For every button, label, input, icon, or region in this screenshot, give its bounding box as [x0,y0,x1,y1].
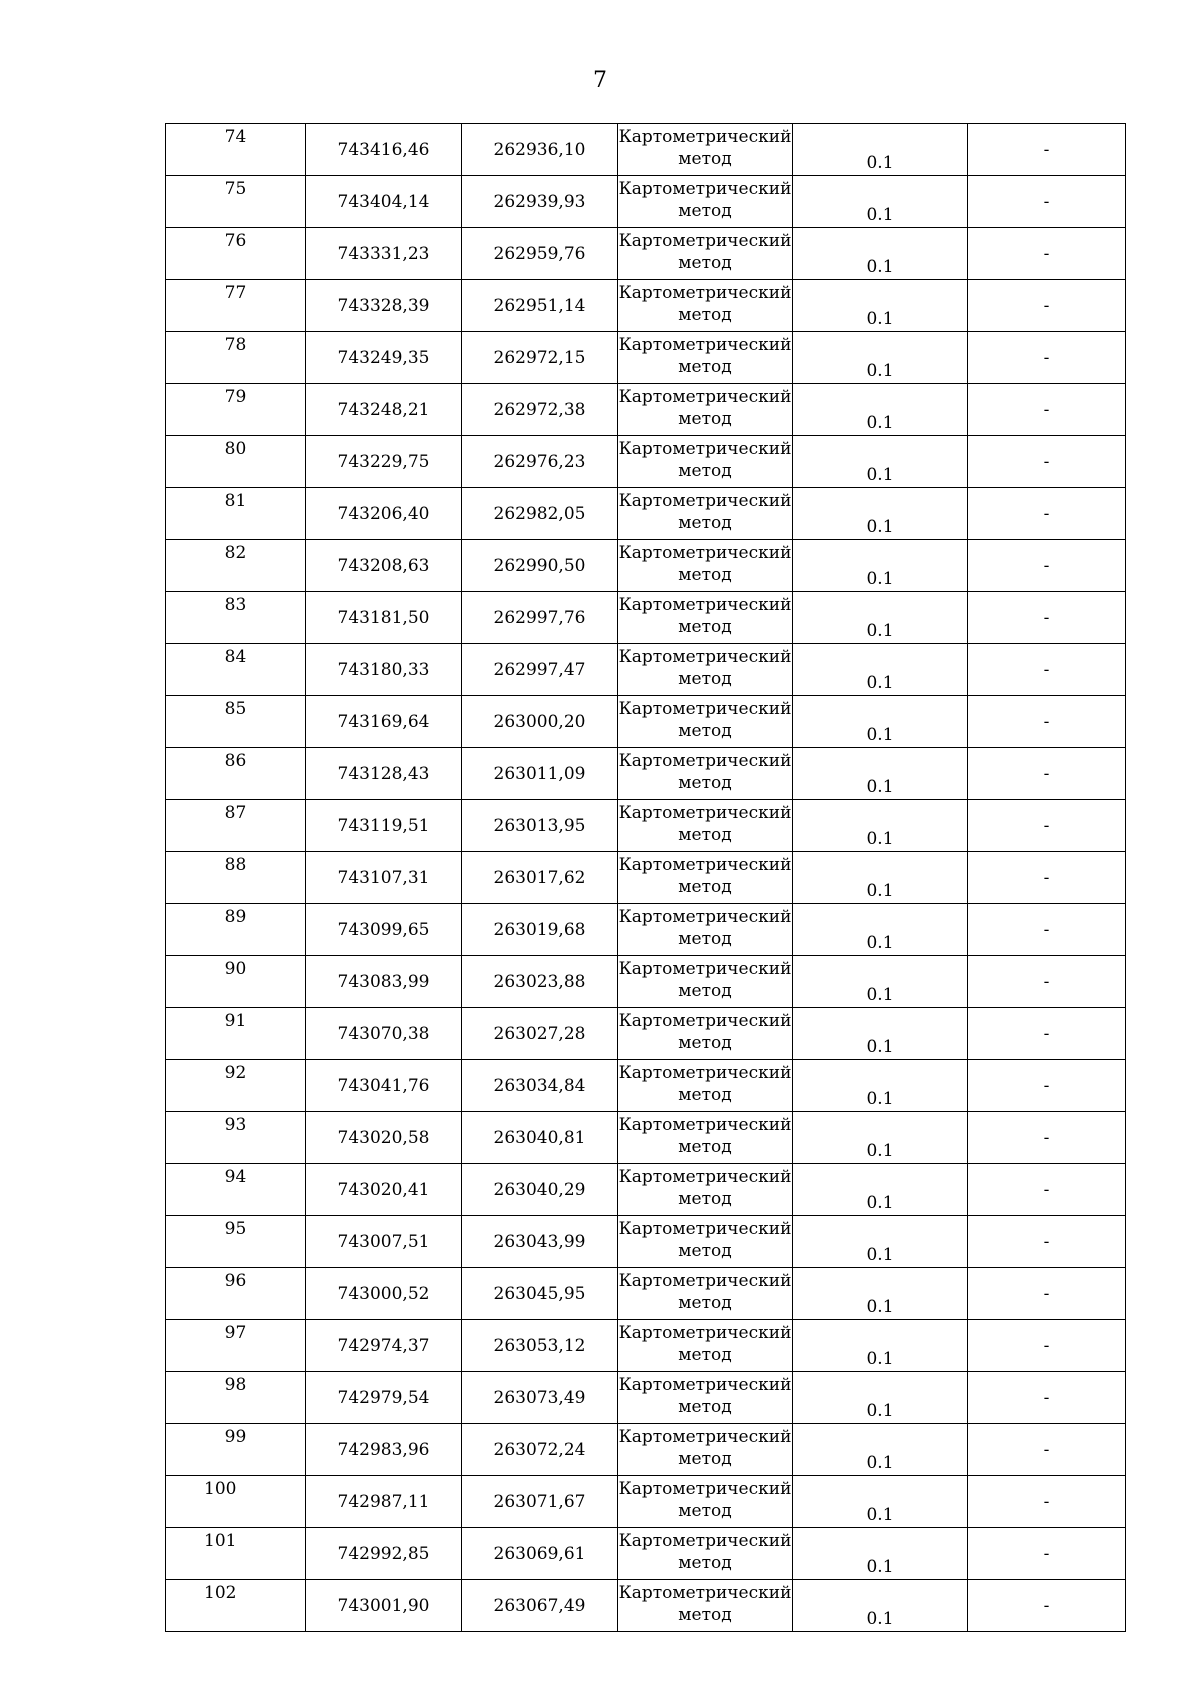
method-cell [618,1476,793,1528]
page-number: 7 [593,68,607,93]
method-line-2: метод [678,1449,732,1469]
method-cell [618,332,793,384]
table-row [166,384,1126,436]
method-line-2: метод [678,1293,732,1313]
y-coordinate-cell: 263000,20 [462,696,618,748]
method-line-1: Картометрический [618,699,792,719]
point-number-cell: 98 [166,1372,306,1424]
y-coordinate-cell: 263072,24 [462,1424,618,1476]
method-line-2: метод [678,1501,732,1521]
y-coordinate-cell: 263071,67 [462,1476,618,1528]
note-cell: - [968,1320,1126,1372]
method-line-1: Картометрический [618,179,792,199]
table-row [166,904,1126,956]
method-line-1: Картометрический [618,855,792,875]
accuracy-cell: 0.1 [793,228,968,280]
table-row [166,1216,1126,1268]
method-line-2: метод [678,305,732,325]
method-line-1: Картометрический [618,335,792,355]
note-cell: - [968,1216,1126,1268]
method-line-1: Картометрический [618,647,792,667]
method-line-1: Картометрический [618,959,792,979]
note-cell: - [968,1268,1126,1320]
x-coordinate-cell: 743020,58 [306,1112,462,1164]
method-cell [618,488,793,540]
note-cell: - [968,488,1126,540]
note-cell: - [968,644,1126,696]
accuracy-cell: 0.1 [793,1476,968,1528]
x-coordinate-cell: 743206,40 [306,488,462,540]
method-line-2: метод [678,1137,732,1157]
note-cell: - [968,904,1126,956]
note-cell: - [968,1372,1126,1424]
table-body [166,124,1126,1632]
method-line-1: Картометрический [618,231,792,251]
accuracy-cell: 0.1 [793,384,968,436]
x-coordinate-cell: 743208,63 [306,540,462,592]
x-coordinate-cell: 742979,54 [306,1372,462,1424]
x-coordinate-cell: 743248,21 [306,384,462,436]
x-coordinate-cell: 742987,11 [306,1476,462,1528]
note-cell: - [968,696,1126,748]
point-number-cell: 100 [166,1476,306,1528]
method-line-2: метод [678,565,732,585]
y-coordinate-cell: 263053,12 [462,1320,618,1372]
method-line-1: Картометрический [618,1063,792,1083]
table-row [166,1476,1126,1528]
point-number-cell: 81 [166,488,306,540]
method-line-2: метод [678,1605,732,1625]
method-line-1: Картометрический [618,387,792,407]
note-cell: - [968,124,1126,176]
table-row [166,228,1126,280]
x-coordinate-cell: 742983,96 [306,1424,462,1476]
method-cell [618,384,793,436]
point-number-cell: 96 [166,1268,306,1320]
method-cell [618,1372,793,1424]
point-number-cell: 93 [166,1112,306,1164]
method-line-1: Картометрический [618,543,792,563]
method-line-1: Картометрический [618,1271,792,1291]
point-number-cell: 101 [166,1528,306,1580]
table-row [166,1424,1126,1476]
y-coordinate-cell: 262939,93 [462,176,618,228]
accuracy-cell: 0.1 [793,332,968,384]
accuracy-cell: 0.1 [793,592,968,644]
accuracy-cell: 0.1 [793,540,968,592]
accuracy-cell: 0.1 [793,1164,968,1216]
method-line-1: Картометрический [618,803,792,823]
method-line-2: метод [678,877,732,897]
accuracy-cell: 0.1 [793,904,968,956]
method-line-2: метод [678,1033,732,1053]
note-cell: - [968,1476,1126,1528]
method-cell [618,748,793,800]
table-row [166,1580,1126,1632]
method-line-1: Картометрический [618,1219,792,1239]
y-coordinate-cell: 262936,10 [462,124,618,176]
accuracy-cell: 0.1 [793,956,968,1008]
table-row [166,176,1126,228]
y-coordinate-cell: 263073,49 [462,1372,618,1424]
x-coordinate-cell: 742974,37 [306,1320,462,1372]
note-cell: - [968,1164,1126,1216]
method-line-1: Картометрический [618,1115,792,1135]
table-row [166,1008,1126,1060]
method-cell [618,124,793,176]
point-number-cell: 87 [166,800,306,852]
table-row [166,696,1126,748]
table-row [166,332,1126,384]
method-cell [618,176,793,228]
point-number-cell: 83 [166,592,306,644]
x-coordinate-cell: 743180,33 [306,644,462,696]
method-line-2: метод [678,825,732,845]
method-line-1: Картометрический [618,1427,792,1447]
method-line-1: Картометрический [618,1479,792,1499]
accuracy-cell: 0.1 [793,748,968,800]
method-line-1: Картометрический [618,1375,792,1395]
method-cell [618,852,793,904]
y-coordinate-cell: 262972,38 [462,384,618,436]
point-number-cell: 76 [166,228,306,280]
table-row [166,1320,1126,1372]
method-line-1: Картометрический [618,491,792,511]
y-coordinate-cell: 262976,23 [462,436,618,488]
x-coordinate-cell: 743328,39 [306,280,462,332]
y-coordinate-cell: 262951,14 [462,280,618,332]
note-cell: - [968,540,1126,592]
method-cell [618,436,793,488]
y-coordinate-cell: 262997,76 [462,592,618,644]
table-row [166,1528,1126,1580]
y-coordinate-cell: 263027,28 [462,1008,618,1060]
y-coordinate-cell: 262959,76 [462,228,618,280]
accuracy-cell: 0.1 [793,1060,968,1112]
table-row [166,280,1126,332]
method-cell [618,1112,793,1164]
x-coordinate-cell: 743107,31 [306,852,462,904]
note-cell: - [968,956,1126,1008]
x-coordinate-cell: 743404,14 [306,176,462,228]
note-cell: - [968,748,1126,800]
accuracy-cell: 0.1 [793,1424,968,1476]
method-line-2: метод [678,1553,732,1573]
accuracy-cell: 0.1 [793,1580,968,1632]
table-row [166,748,1126,800]
note-cell: - [968,436,1126,488]
x-coordinate-cell: 743000,52 [306,1268,462,1320]
y-coordinate-cell: 263067,49 [462,1580,618,1632]
y-coordinate-cell: 263017,62 [462,852,618,904]
note-cell: - [968,176,1126,228]
accuracy-cell: 0.1 [793,1528,968,1580]
method-line-1: Картометрический [618,751,792,771]
method-cell [618,280,793,332]
method-cell [618,904,793,956]
method-line-1: Картометрический [618,595,792,615]
x-coordinate-cell: 743229,75 [306,436,462,488]
point-number-cell: 74 [166,124,306,176]
method-line-2: метод [678,929,732,949]
x-coordinate-cell: 743331,23 [306,228,462,280]
x-coordinate-cell: 743070,38 [306,1008,462,1060]
point-number-cell: 90 [166,956,306,1008]
method-line-1: Картометрический [618,907,792,927]
point-number-cell: 99 [166,1424,306,1476]
y-coordinate-cell: 263069,61 [462,1528,618,1580]
method-line-1: Картометрический [618,1167,792,1187]
x-coordinate-cell: 743249,35 [306,332,462,384]
point-number-cell: 85 [166,696,306,748]
y-coordinate-cell: 263043,99 [462,1216,618,1268]
x-coordinate-cell: 743181,50 [306,592,462,644]
x-coordinate-cell: 743099,65 [306,904,462,956]
coordinates-table [165,123,1126,1632]
method-line-2: метод [678,1085,732,1105]
method-line-2: метод [678,773,732,793]
method-line-2: метод [678,1397,732,1417]
y-coordinate-cell: 263011,09 [462,748,618,800]
x-coordinate-cell: 743041,76 [306,1060,462,1112]
y-coordinate-cell: 263040,29 [462,1164,618,1216]
y-coordinate-cell: 262982,05 [462,488,618,540]
table-row [166,1164,1126,1216]
method-cell [618,540,793,592]
accuracy-cell: 0.1 [793,800,968,852]
point-number-cell: 78 [166,332,306,384]
point-number-cell: 84 [166,644,306,696]
method-cell [618,1060,793,1112]
method-line-1: Картометрический [618,1531,792,1551]
method-cell [618,1320,793,1372]
method-line-2: метод [678,409,732,429]
method-cell [618,696,793,748]
point-number-cell: 82 [166,540,306,592]
y-coordinate-cell: 263013,95 [462,800,618,852]
table-row [166,1372,1126,1424]
table-row [166,1268,1126,1320]
accuracy-cell: 0.1 [793,176,968,228]
accuracy-cell: 0.1 [793,1008,968,1060]
method-line-1: Картометрический [618,127,792,147]
point-number-cell: 102 [166,1580,306,1632]
accuracy-cell: 0.1 [793,436,968,488]
accuracy-cell: 0.1 [793,280,968,332]
accuracy-cell: 0.1 [793,124,968,176]
point-number-cell: 92 [166,1060,306,1112]
table-row [166,800,1126,852]
method-line-2: метод [678,721,732,741]
point-number-cell: 86 [166,748,306,800]
y-coordinate-cell: 262997,47 [462,644,618,696]
method-cell [618,592,793,644]
method-cell [618,956,793,1008]
note-cell: - [968,228,1126,280]
x-coordinate-cell: 743020,41 [306,1164,462,1216]
note-cell: - [968,852,1126,904]
method-cell [618,228,793,280]
point-number-cell: 80 [166,436,306,488]
method-line-2: метод [678,357,732,377]
method-line-2: метод [678,1189,732,1209]
method-cell [618,1008,793,1060]
y-coordinate-cell: 263023,88 [462,956,618,1008]
method-line-2: метод [678,1241,732,1261]
table-row [166,644,1126,696]
accuracy-cell: 0.1 [793,852,968,904]
point-number-cell: 75 [166,176,306,228]
accuracy-cell: 0.1 [793,696,968,748]
accuracy-cell: 0.1 [793,644,968,696]
accuracy-cell: 0.1 [793,488,968,540]
method-line-2: метод [678,513,732,533]
table-row [166,852,1126,904]
method-cell [618,644,793,696]
x-coordinate-cell: 743007,51 [306,1216,462,1268]
table-row [166,488,1126,540]
method-line-2: метод [678,669,732,689]
method-cell [618,1424,793,1476]
point-number-cell: 97 [166,1320,306,1372]
method-line-1: Картометрический [618,1011,792,1031]
note-cell: - [968,800,1126,852]
y-coordinate-cell: 263034,84 [462,1060,618,1112]
note-cell: - [968,1060,1126,1112]
method-line-1: Картометрический [618,1583,792,1603]
table-row [166,956,1126,1008]
accuracy-cell: 0.1 [793,1268,968,1320]
x-coordinate-cell: 743119,51 [306,800,462,852]
note-cell: - [968,1528,1126,1580]
y-coordinate-cell: 263040,81 [462,1112,618,1164]
accuracy-cell: 0.1 [793,1320,968,1372]
table-row [166,1060,1126,1112]
table-row [166,124,1126,176]
point-number-cell: 77 [166,280,306,332]
x-coordinate-cell: 742992,85 [306,1528,462,1580]
method-line-1: Картометрический [618,439,792,459]
y-coordinate-cell: 262990,50 [462,540,618,592]
point-number-cell: 91 [166,1008,306,1060]
y-coordinate-cell: 263019,68 [462,904,618,956]
note-cell: - [968,592,1126,644]
note-cell: - [968,384,1126,436]
point-number-cell: 95 [166,1216,306,1268]
x-coordinate-cell: 743001,90 [306,1580,462,1632]
point-number-cell: 88 [166,852,306,904]
y-coordinate-cell: 263045,95 [462,1268,618,1320]
x-coordinate-cell: 743083,99 [306,956,462,1008]
table-row [166,540,1126,592]
note-cell: - [968,280,1126,332]
method-cell [618,1528,793,1580]
note-cell: - [968,1008,1126,1060]
note-cell: - [968,1424,1126,1476]
table-row [166,592,1126,644]
point-number-cell: 79 [166,384,306,436]
note-cell: - [968,1580,1126,1632]
method-cell [618,1216,793,1268]
method-line-1: Картометрический [618,1323,792,1343]
note-cell: - [968,1112,1126,1164]
method-line-2: метод [678,617,732,637]
method-cell [618,1268,793,1320]
x-coordinate-cell: 743169,64 [306,696,462,748]
method-line-2: метод [678,981,732,1001]
point-number-cell: 94 [166,1164,306,1216]
method-line-2: метод [678,1345,732,1365]
accuracy-cell: 0.1 [793,1372,968,1424]
point-number-cell: 89 [166,904,306,956]
y-coordinate-cell: 262972,15 [462,332,618,384]
method-cell [618,1580,793,1632]
table-row [166,436,1126,488]
method-line-2: метод [678,253,732,273]
note-cell: - [968,332,1126,384]
x-coordinate-cell: 743416,46 [306,124,462,176]
method-line-1: Картометрический [618,283,792,303]
method-cell [618,1164,793,1216]
x-coordinate-cell: 743128,43 [306,748,462,800]
method-cell [618,800,793,852]
method-line-2: метод [678,201,732,221]
method-line-2: метод [678,149,732,169]
table-row [166,1112,1126,1164]
method-line-2: метод [678,461,732,481]
accuracy-cell: 0.1 [793,1216,968,1268]
accuracy-cell: 0.1 [793,1112,968,1164]
